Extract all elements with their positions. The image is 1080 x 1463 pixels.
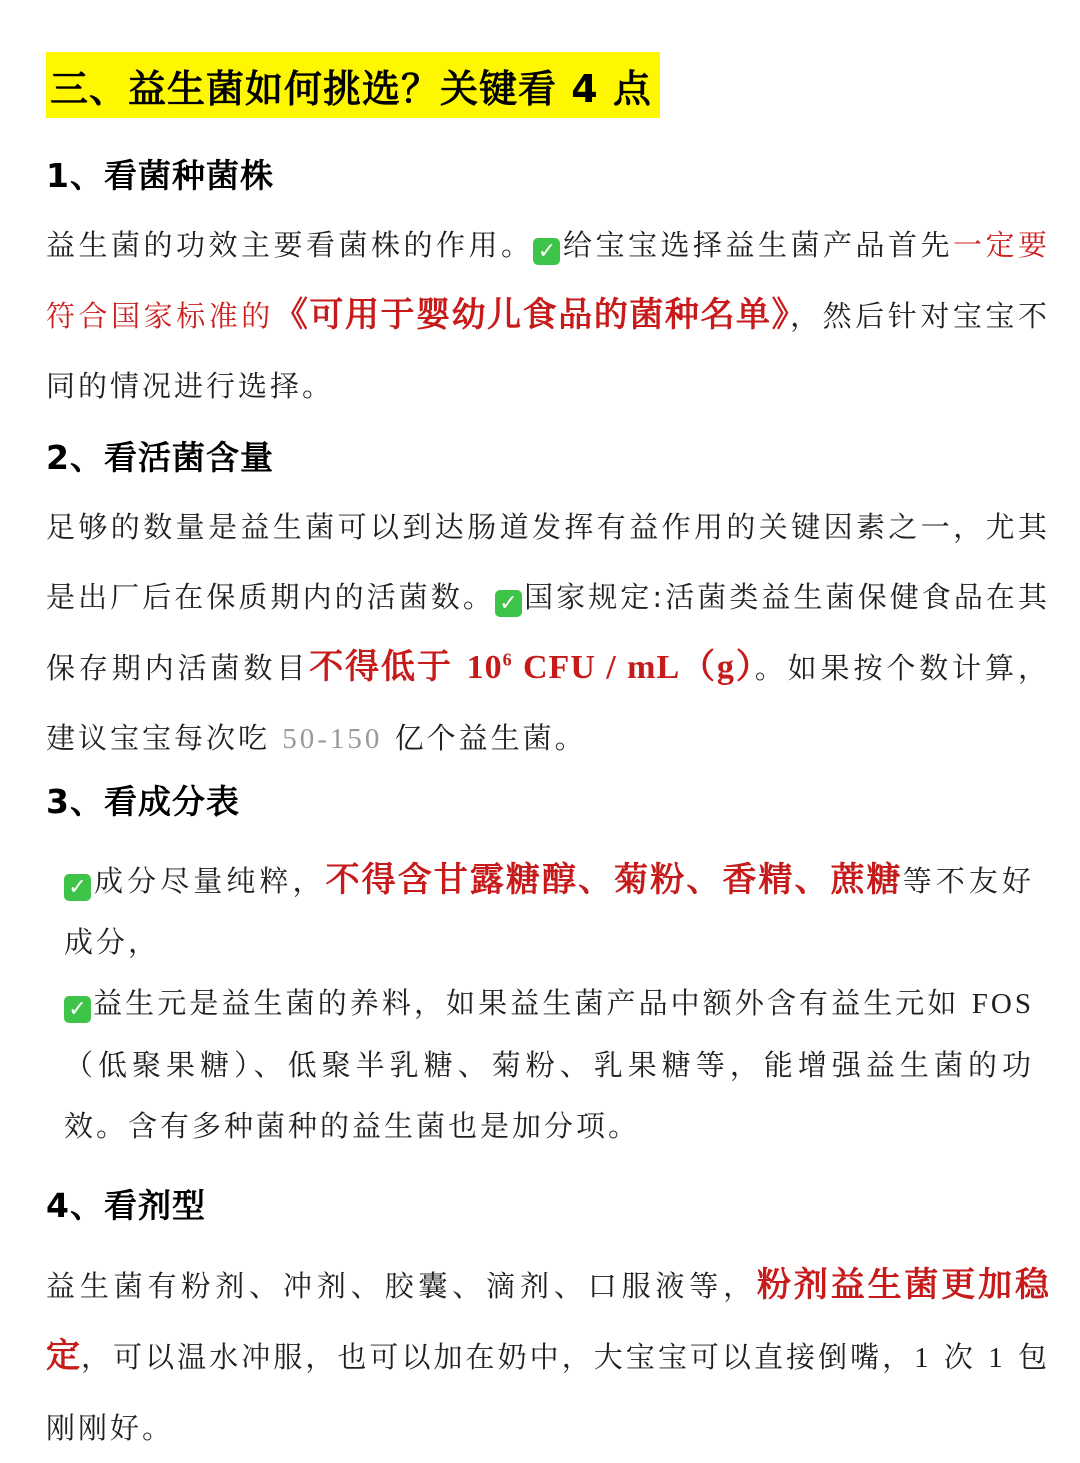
section-3-item-1-banned: 不得含甘露糖醇、菊粉、香精、蔗糖 <box>325 860 903 900</box>
section-4-text-d: 次 <box>931 1340 989 1374</box>
section-1-list-name: 《可用于婴幼儿食品的菌种名单》 <box>273 295 791 335</box>
section-2-requirement-text: 不得低于 <box>309 647 467 687</box>
section-2-count-exponent: 6 <box>502 649 513 670</box>
section-3-heading: 3、看成分表 <box>46 782 240 821</box>
section-1-text-a: 益生菌的功效主要看菌株的作用。 <box>46 228 534 262</box>
check-box-icon <box>64 874 91 901</box>
check-box-icon <box>533 238 560 265</box>
section-3-item-1-text-a: 成分尽量纯粹， <box>93 864 326 898</box>
section-2-text-a: 足够的数量是益生菌可以到达肠道发挥有益作用的关键因素之一，尤其是出厂后在保质期内的活菌数。 <box>46 510 1050 614</box>
section-4-text-c: ，可以温水冲服，也可以加在奶中，大宝宝可以直接倒嘴， <box>81 1340 915 1374</box>
section-4-paragraph <box>46 1250 1050 1463</box>
title-highlight <box>46 52 660 118</box>
section-3-item-1 <box>64 850 1034 973</box>
section-2-count-unit: CFU / mL（g） <box>512 649 755 686</box>
page-title: 三、益生菌如何挑选？关键看 4 点 <box>50 66 652 111</box>
section-2-paragraph <box>46 492 1050 774</box>
section-4-text-e: 包刚刚好。 <box>46 1340 1051 1445</box>
section-3-item-2-text-a: 益生元是益生菌的养料，如果益生菌产品中额外含有益生元如 <box>93 986 972 1020</box>
section-2-requirement <box>309 647 755 687</box>
section-2-count-base: 10 <box>466 649 503 686</box>
section-3-list <box>64 850 1034 1157</box>
section-3-item-2 <box>64 973 1034 1157</box>
section-1-heading: 1、看菌种菌株 <box>46 156 274 195</box>
section-2-text-e: 亿个益生菌。 <box>382 721 587 755</box>
section-3-item-1-text-c: 等不友好成分， <box>64 864 1034 959</box>
section-4-num-1: 1 <box>914 1342 932 1374</box>
section-3-item-2-text-b: （低聚果糖）、低聚半乳糖、菊粉、乳果糖等，能增强益生菌的功效。含有多种菌种的益生菌也是加分项。 <box>64 1048 1034 1143</box>
section-3-item-2-fos: FOS <box>971 988 1034 1020</box>
check-box-icon <box>495 590 522 617</box>
section-1-paragraph <box>46 210 1050 421</box>
check-box-icon <box>64 996 91 1023</box>
section-1-text-b: 给宝宝选择益生菌产品首先 <box>562 228 953 262</box>
section-1-text-e: ，然后针对宝宝不同的情况进行选择。 <box>46 299 1050 403</box>
section-4-highlight: 粉剂益生菌更加稳定 <box>46 1265 1050 1376</box>
section-4-text-a: 益生菌有粉剂、冲剂、胶囊、滴剂、口服液等， <box>46 1269 757 1303</box>
section-4-heading: 4、看剂型 <box>46 1186 206 1225</box>
section-1-text-c: 一定要符合国家标准的 <box>46 228 1050 333</box>
section-2-heading: 2、看活菌含量 <box>46 438 274 477</box>
section-2-text-d: 。如果按个数计算，建议宝宝每次吃 <box>46 651 1050 755</box>
section-2-faded-range: 50-150 <box>282 723 383 755</box>
section-4-num-2: 1 <box>988 1342 1006 1374</box>
section-2-text-b: 国家规定:活菌类益生菌保健食品在其保存期内活菌数目 <box>46 580 1050 685</box>
